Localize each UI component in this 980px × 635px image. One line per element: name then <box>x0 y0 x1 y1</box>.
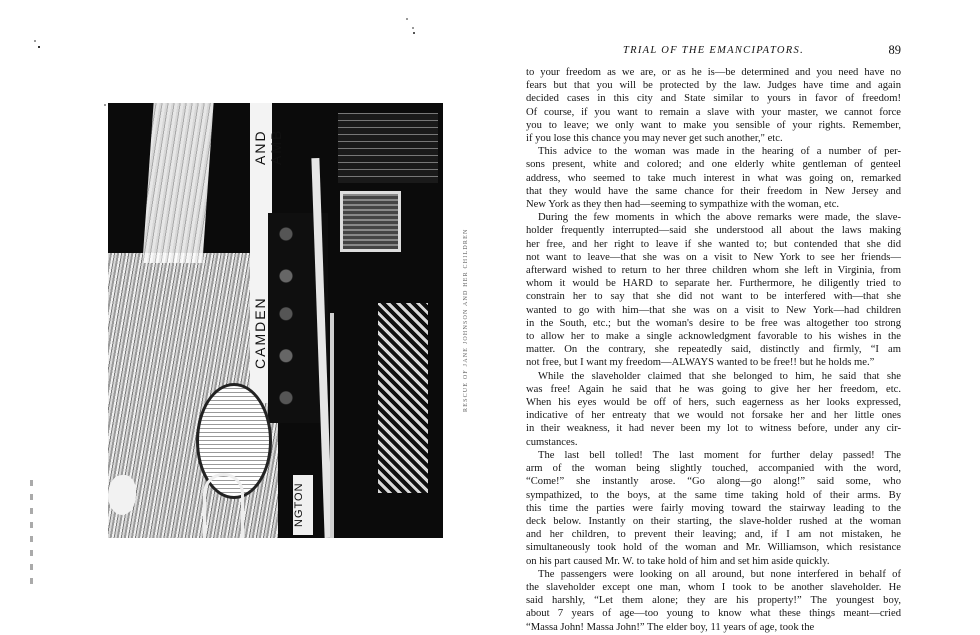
text-line: constrain her to say that she did not want to be interfered with—that she <box>526 291 901 303</box>
text-line: said harshly, “Let them alone; they are his property!” The youngest boy, <box>526 595 901 607</box>
plate-caption: RESCUE OF JANE JOHNSON AND HER CHILDREN <box>463 228 469 412</box>
right-page <box>490 0 980 635</box>
paragraph <box>526 449 901 568</box>
text-line: indicative of her entreaty that we would not forsake her and her little ones <box>526 410 901 422</box>
text-line: simultaneously took hold of the woman and Mr. Williamson, which resistance <box>526 542 901 554</box>
text-line: When his eyes would be off of hers, such eagerness as her looks expressed, <box>526 397 901 409</box>
text-line: Of course, if you want to remain a slave with your master, we cannot force <box>526 106 901 118</box>
text-line: This advice to the woman was made in the hearing of a number of per- <box>538 146 901 158</box>
scan-speck <box>412 27 414 29</box>
scan-speck <box>406 18 408 20</box>
text-line: that they would have the same chance for their freedom in New Jersey and <box>526 185 901 197</box>
text-line: “Massa John! Massa John!” The elder boy, 11 years of age, took the <box>526 621 815 633</box>
text-line: The passengers were looking on all around, but none interfered in behalf of <box>538 568 901 580</box>
text-line: on his part caused Mr. W. to take hold of him and set him aside quickly. <box>526 555 830 567</box>
scan-speck <box>104 104 106 106</box>
scan-speck <box>34 40 36 42</box>
illustration-window <box>340 191 401 252</box>
text-line: you to leave; we only want to make you sensible of your rights. Remember, <box>526 119 901 131</box>
text-line: sons present, white and colored; and one elderly white gentleman of genteel <box>526 159 901 171</box>
scan-speck <box>413 32 415 34</box>
text-line: address, who seemed to take much interest in what was going on, remarked <box>526 172 901 184</box>
paragraph <box>526 66 901 145</box>
paragraph <box>526 370 901 449</box>
text-line: was free! Again he said that he was going to give her her freedom, etc. <box>526 383 901 395</box>
body-text <box>526 66 901 634</box>
text-line: in the South, etc.; but the woman's desire to be free was altogether too strong <box>526 317 901 329</box>
text-line: matter. On the contrary, she repeatedly said, distinctly and firmly, “I am <box>526 344 901 356</box>
text-line: cumstances. <box>526 436 578 448</box>
text-line: afterward wished to return to her three children whom she left in Virginia, from <box>526 265 901 277</box>
text-line: to allow her to make a single acknowledgment favorable to his wishes in the <box>526 331 901 343</box>
illustration-sign-text: CAMDEN <box>252 296 268 370</box>
text-line: While the slaveholder claimed that she belonged to him, he said that she <box>538 370 901 382</box>
text-line: arm of the woman being slightly touched, accompanied with the word, <box>526 463 901 475</box>
text-line: if you lose this chance you may never get such another," etc. <box>526 133 783 145</box>
illustration-cabin-wall <box>338 113 438 183</box>
text-line: holder frequently interrupted—said she understood all about the laws making <box>526 225 901 237</box>
text-line: in their weakness, it had never been my lot to witness before, under any cir- <box>526 423 901 435</box>
illustration-stair-rail-inner <box>330 313 334 538</box>
page-number: 89 <box>888 43 901 57</box>
running-head <box>526 45 901 61</box>
illustration-plate <box>108 103 443 538</box>
illustration-rigging <box>142 103 213 263</box>
text-line: her free, and her right to leave if she wanted to; but contended that she did <box>526 238 901 250</box>
scan-speck <box>38 46 40 48</box>
illustration-sign-text-secondary: AND AMB <box>252 128 284 165</box>
illustration-doorway <box>378 303 428 493</box>
paragraph <box>526 145 901 211</box>
text-line: fears but that you will be protected by the law. Judges have time and again <box>526 80 901 92</box>
paragraph <box>526 211 901 369</box>
text-line: the slaveholder except one man, whom I took to be another slaveholder. He <box>526 581 901 593</box>
illustration-nameplate: NGTON <box>293 475 313 535</box>
illustration-bird-ornament <box>108 475 136 515</box>
text-line: decided cases in this city and State similar to yours in favor of freedom! <box>526 93 901 105</box>
text-line: New York as they then had—seeming to sympathize with the woman, etc. <box>526 199 840 211</box>
text-line: deck below. Instantly on their starting, the slave-holder rushed at the woman <box>526 515 901 527</box>
text-line: During the few moments in which the above remarks were made, the slave- <box>538 212 901 224</box>
text-line: to your freedom as we are, or as he is—be determined and you need have no <box>526 67 901 78</box>
text-line: not want to leave—that she was on a visit to New York to see her friends— <box>526 251 901 263</box>
text-line: “Come!” she instantly arose. “Go along—go along!” said some, who <box>526 476 901 488</box>
paragraph <box>526 568 901 634</box>
text-line: and her children, to prevent their leaving; and, if I am not mistaken, he <box>526 529 901 541</box>
text-line: this time the parties were fairly moving toward the stairway leading to the <box>526 502 901 514</box>
illustration-arch <box>203 473 244 538</box>
text-line: The last bell tolled! The last moment for further delay passed! The <box>538 449 901 461</box>
page-edge-mark <box>30 480 33 590</box>
text-line: whom it would be HARD to separate her. Furthermore, he diligently tried to <box>526 278 901 290</box>
text-line: about 7 years of age—too young to know what these things meant—cried <box>526 608 901 620</box>
running-head-title: TRIAL OF THE EMANCIPATORS. <box>622 45 804 56</box>
text-line: sympathized, to the boys, at the same time taking hold of their arms. By <box>526 489 901 501</box>
text-line: not free, but I want my freedom—ALWAYS wanted to be free!! but he holds me.” <box>526 357 875 369</box>
text-line: wanted to go with him—that she was on a visit to New York—had children <box>526 304 901 316</box>
